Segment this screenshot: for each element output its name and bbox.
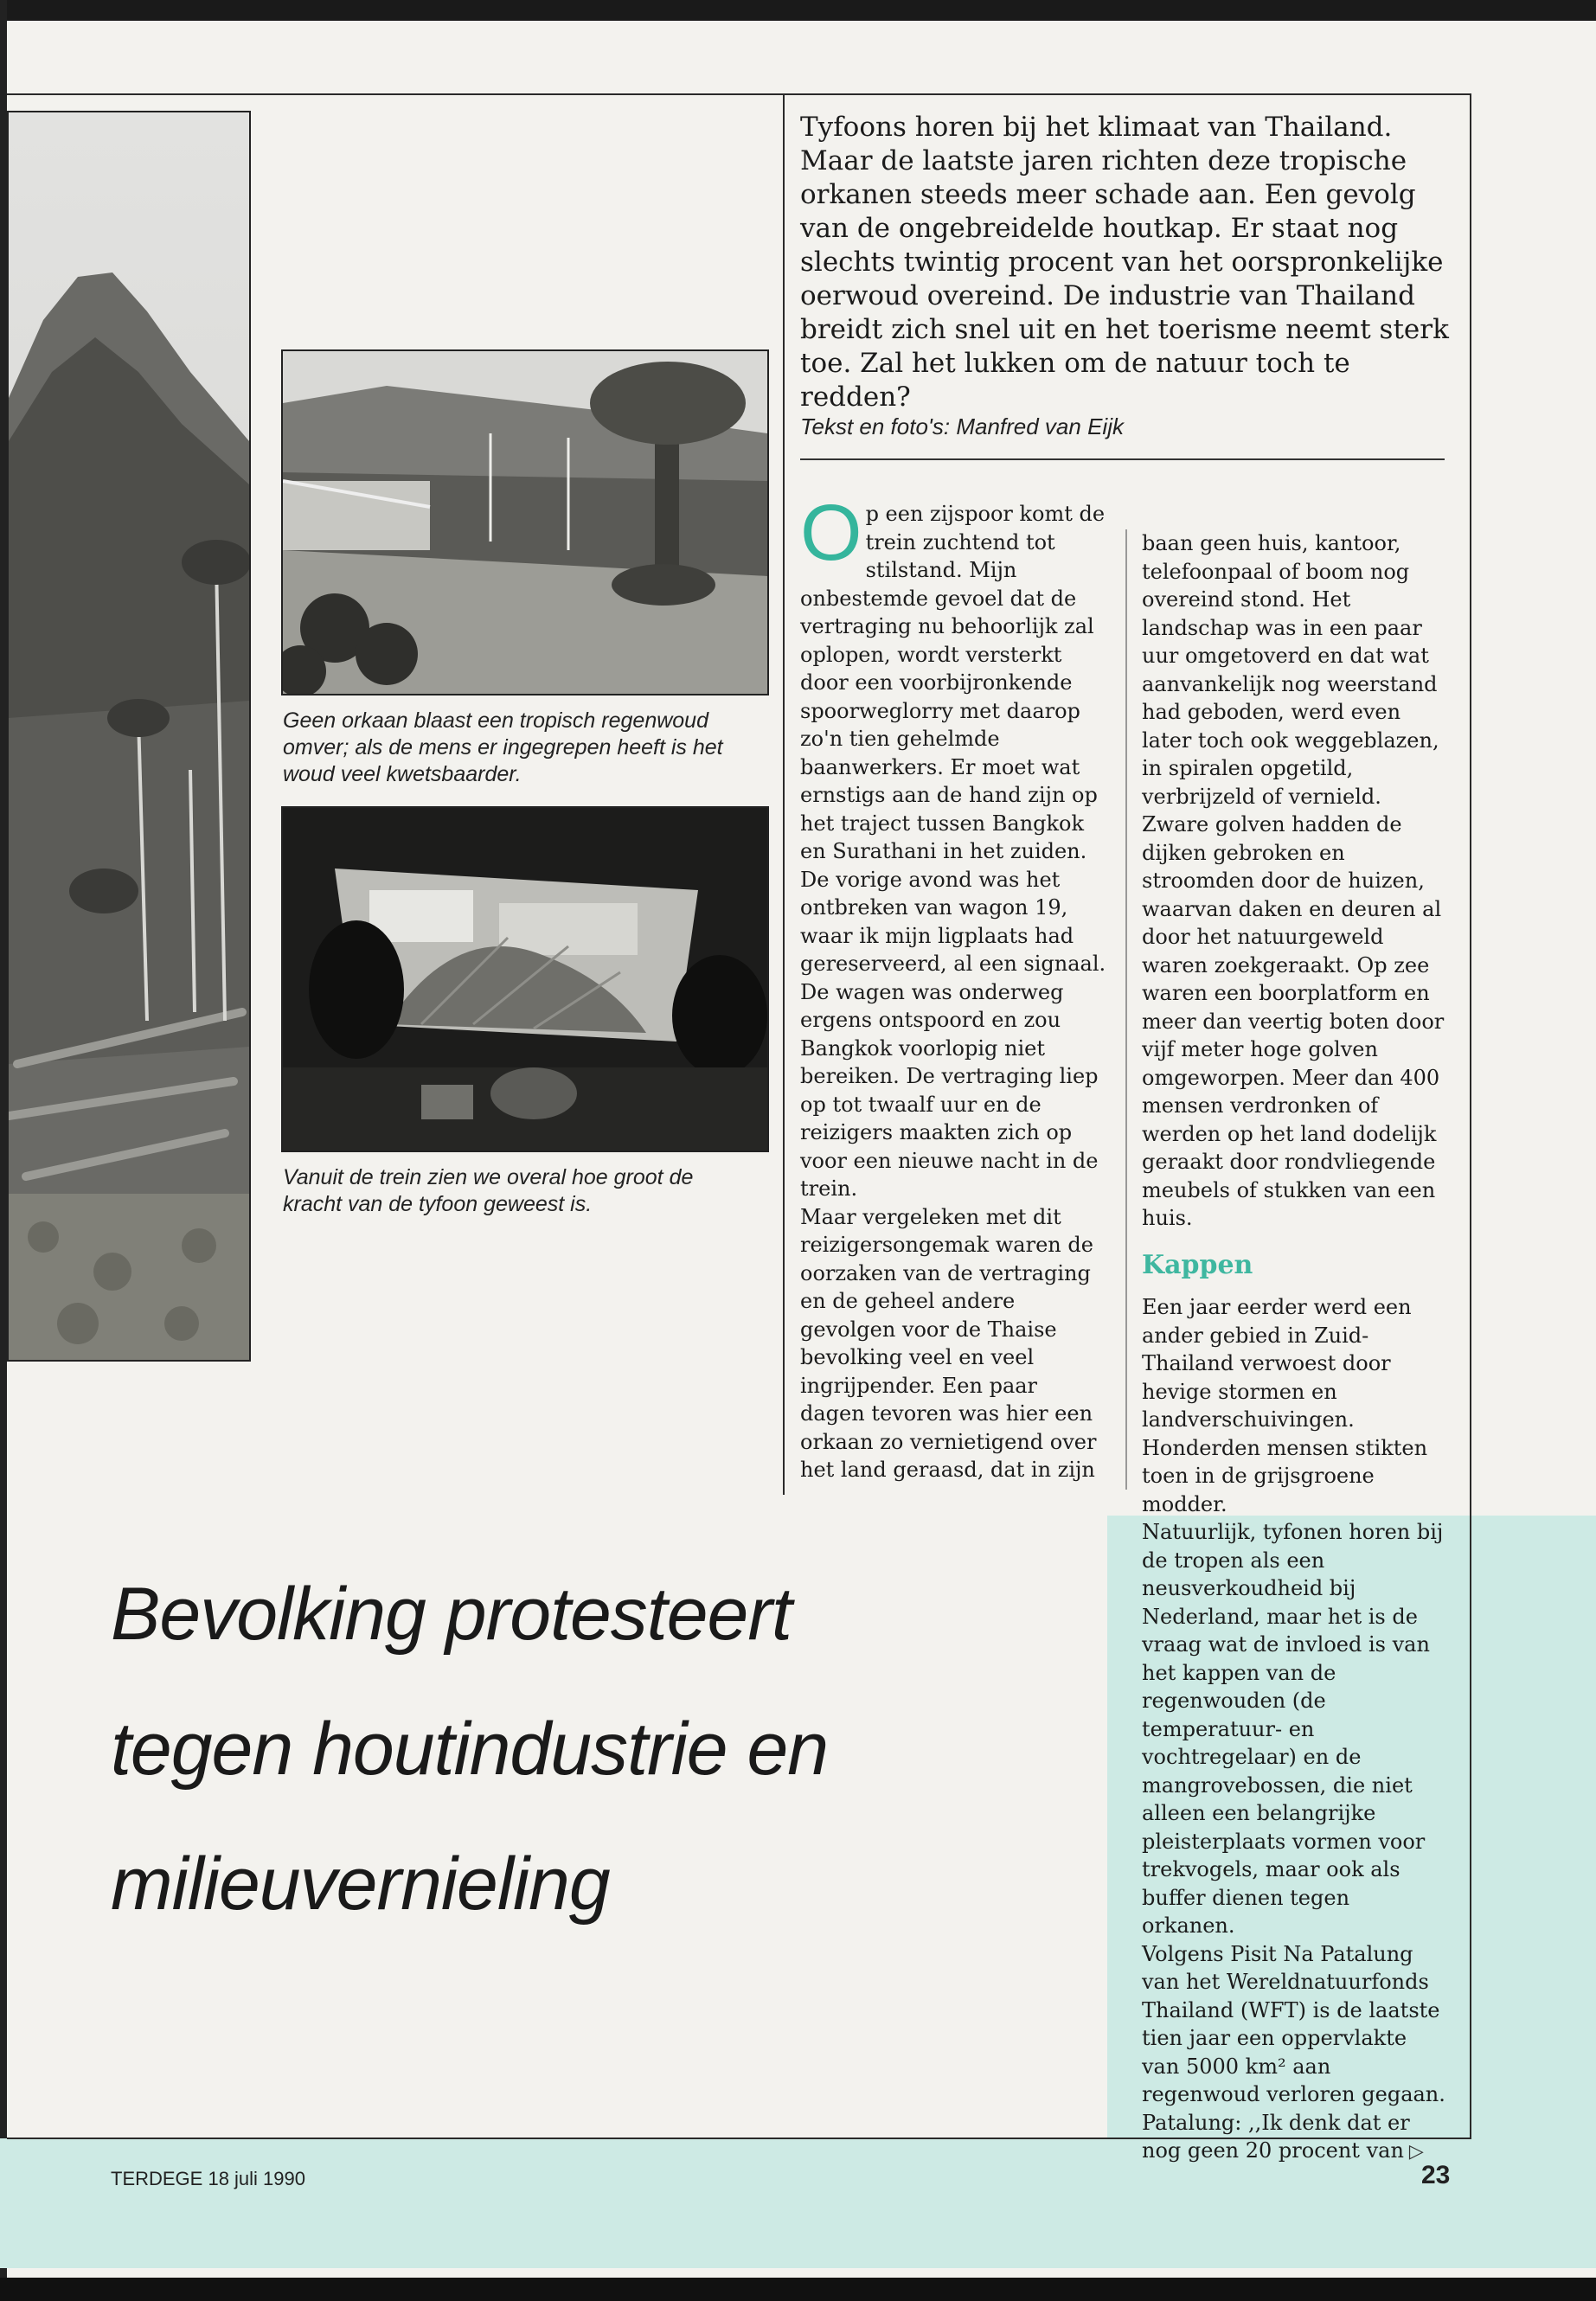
page-number: 23 — [1421, 2161, 1451, 2189]
headline-line-3: milieuvernieling — [111, 1843, 610, 1926]
headline — [111, 1547, 1080, 1952]
photo-train-window-view — [281, 806, 769, 1152]
footer-publication: TERDEGE 18 juli 1990 — [111, 2168, 305, 2189]
photo-caption-1: Geen orkaan blaast een tropisch regenwoud omver; als de mens er ingegrepen heeft is het woud veel kwetsbaarder. — [283, 708, 723, 786]
scan-edge-bottom — [0, 2278, 1596, 2301]
article-paragraph: baan geen huis, kantoor, telefoonpaal of boom nog overeind stond. Het landschap was in een paar uur omgetoverd en dat wat aanvankelijk nog weerstand had geboden, werd even later toch ook weggeblazen, in spiralen opgetild, verbrijzeld of vernield. Zware golven hadden de dijken gebroken en stroomden door de huizen, waarvan daken en deuren al door het natuurgeweld waren zoekgeraakt. Op zee waren een boorplatform en meer dan veertig boten door vijf meter hoge golven omgeworpen. Meer dan 400 mensen verdronken of werden op het land dodelijk geraakt door rondvliegende meubels of stukken van een huis. — [1142, 531, 1445, 1230]
column-rule — [1125, 529, 1127, 1490]
author-credit: Tekst en foto's: Manfred van Eijk — [800, 413, 1124, 439]
article-paragraph: Maar vergeleken met dit reizigersongemak waren de oorzaken van de vertraging en de geheel andere gevolgen voor de Thaise bevolking veel en veel ingrijpender. Een paar dagen tevoren was hier een orkaan zo vernietigend over het land geraasd, dat in zijn — [800, 1204, 1097, 1482]
frame-line-right — [1470, 93, 1471, 2139]
article-column-2 — [1142, 529, 1449, 2167]
frame-line-top — [7, 93, 1471, 95]
photo-caption-2: Vanuit de trein zien we overal hoe groot de kracht van de tyfoon geweest is. — [283, 1165, 694, 1216]
credit-rule — [800, 458, 1445, 460]
scan-edge-top — [0, 0, 1596, 21]
article-paragraph: Natuurlijk, tyfonen horen bij de tropen als een neusverkoudheid bij Nederland, maar het is de vraag wat de invloed is van het kappen van de regenwouden (de temperatuur- en vochtregelaar) en de mangrovebossen, die niet alleen een belangrijke pleisterplaats vormen voor trekvogels, maar ook als buffer dienen tegen orkanen. — [1142, 1520, 1444, 1938]
article-lead-text: p een zijspoor komt de trein zuchtend tot stilstand. Mijn onbestemde gevoel dat de vertraging nu behoorlijk zal oplopen, wordt versterkt door een voorbijronkende spoorweglorry met daarop zo'n tien gehelmde baanwerkers. Er moet wat ernstigs aan de hand zijn op het traject tussen Bangkok en Surathani in het zuiden. De vorige avond was het ontbreken van wagon 19, waar ik mijn ligplaats had gereserveerd, al een signaal. De wagen was onderweg ergens ontspoord en zou Bangkok voorlopig niet bereiken. De vertraging liep op tot twaalf uur en de reizigers maakten zich op voor een nieuwe nacht in de trein. — [800, 502, 1106, 1201]
continue-arrow-icon: ▷ — [1408, 2141, 1424, 2163]
drop-cap: O — [800, 489, 862, 577]
article-paragraph: Een jaar eerder werd een ander gebied in Zuid-Thailand verwoest door hevige stormen en landverschuivingen. Honderden mensen stikten toen in de grijsgroene modder. — [1142, 1295, 1428, 1516]
intro-paragraph: Tyfoons horen bij het klimaat van Thailand. Maar de laatste jaren richten deze tropische orkanen steeds meer schade aan. Een gevolg van de ongebreidelde houtkap. Er staat nog slechts twintig procent van het oorspronkelijke oerwoud overeind. De industrie van Thailand breidt zich snel uit en het toerisme neemt sterk toe. Zal het lukken om de natuur toch te redden? — [800, 112, 1449, 413]
headline-line-2: tegen houtindustrie en — [111, 1708, 829, 1791]
subheading-kappen: Kappen — [1142, 1249, 1253, 1280]
scan-edge-left — [0, 0, 7, 2301]
article-column-1 — [800, 489, 1107, 1484]
photo-hillside-felled-trees — [7, 111, 251, 1362]
photo-damaged-landscape — [281, 349, 769, 695]
article-text: Volgens Pisit Na Patalung van het Wereldnatuurfonds Thailand (WFT) is de laatste tien jaar een oppervlakte van 5000 km² aan regenwoud verloren gegaan. Patalung: ,,Ik denk dat er nog geen 20 procent van — [1142, 1941, 1445, 2163]
article-paragraph — [800, 489, 1107, 1203]
article-paragraph — [1142, 1940, 1449, 2167]
headline-line-1: Bevolking protesteert — [111, 1573, 792, 1656]
frame-line-center — [783, 93, 785, 1495]
